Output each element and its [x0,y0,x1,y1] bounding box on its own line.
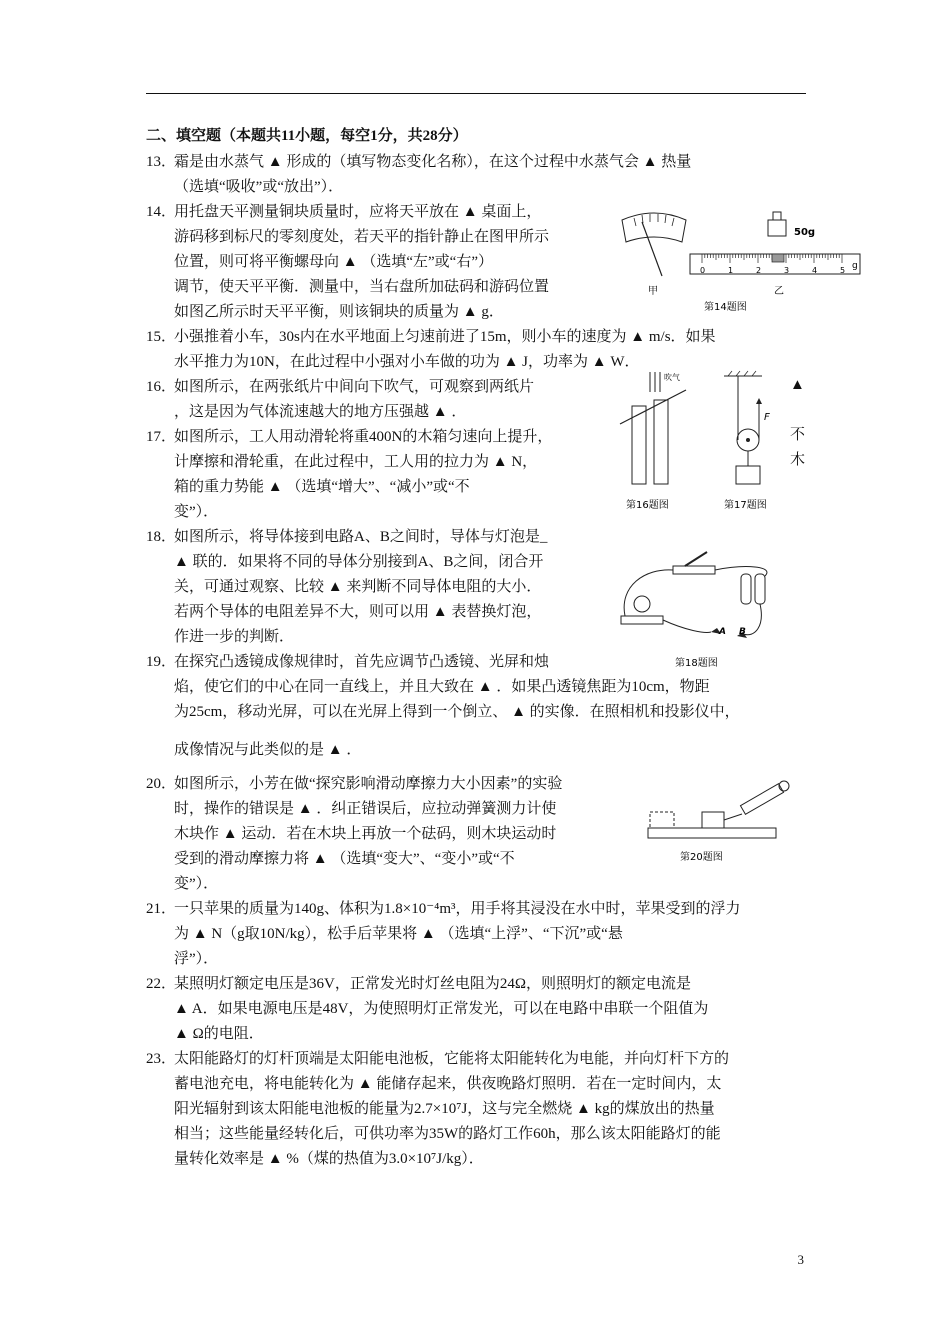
text-line: 箱的重力势能 ▲ （选填“增大”、“减小”或“不 [174,479,470,495]
question-number: 19． [146,654,177,670]
text-line: 小强推着小车，30s内在水平地面上匀速前进了15m，则小车的速度为 ▲ m/s．如果 [174,329,716,345]
question-number: 17． [146,429,177,445]
figure-18 [615,546,795,670]
text-line: 变”）． [174,876,219,892]
fig17-force: F [764,412,770,423]
text-line: 计摩擦和滑轮重，在此过程中，工人用的拉力为 ▲ N， [174,454,538,470]
figure-14 [612,202,862,314]
figure-20 [646,776,796,866]
fig14-tick-3: 3 [784,266,790,275]
text-line: 在探究凸透镜成像规律时，首先应调节凸透镜、光屏和烛 [174,654,550,670]
text-line: 量转化效率是 ▲ %（煤的热值为3.0×10⁷J/kg）． [174,1151,484,1167]
question-number: 15． [146,329,177,345]
question-number: 20． [146,776,177,792]
text-line: 阳光辐射到该太阳能电池板的能量为2.7×10⁷J，这与完全燃烧 ▲ kg的煤放出的热量 [174,1101,715,1117]
side-char-17b: 木 [790,452,806,468]
text-line: ▲ 联的．如果将不同的导体分别接到A、B之间，闭合开 [174,554,544,570]
text-line: 变”）． [174,504,219,520]
text-line: 作进一步的判断． [174,629,295,645]
text-line: 相当；这些能量经转化后，可供功率为35W的路灯工作60h，那么该太阳能路灯的能 [174,1126,721,1142]
side-mark-16: ▲ [790,377,805,393]
question-number: 14． [146,204,177,220]
side-char-17a: 不 [790,427,806,443]
text-line: ▲ A．如果电源电压是48V，为使照明灯正常发光，可以在电路中串联一个阻值为 [174,1001,709,1017]
fig14-right-label: 乙 [774,286,784,297]
text-line: 某照明灯额定电压是36V，正常发光时灯丝电阻为24Ω，则照明灯的额定电流是 [174,976,691,992]
text-line: 成像情况与此类似的是 ▲ ． [174,742,362,758]
fig18-b: B [739,627,746,637]
question-number: 22． [146,976,177,992]
text-line: 焰，使它们的中心在同一直线上，并且大致在 ▲ ．如果凸透镜焦距为10cm，物距 [174,679,710,695]
fig14-mass-label: 50g [794,227,816,238]
figure-17 [718,370,788,515]
text-line: 如图所示，小芳在做“探究影响滑动摩擦力大小因素”的实验 [174,776,563,792]
fig20-caption: 第20题图 [680,852,723,863]
question-number: 23． [146,1051,177,1067]
header-rule [146,93,806,94]
fig14-tick-1: 1 [728,266,734,275]
fig14-tick-0: 0 [700,266,706,275]
fig18-caption: 第18题图 [675,658,718,669]
text-line: 一只苹果的质量为140g、体积为1.8×10⁻⁴m³，用手将其浸没在水中时，苹果受到的浮力 [174,901,741,917]
text-line: ▲ Ω的电阻． [174,1026,264,1042]
text-line: 木块作 ▲ 运动．若在木块上再放一个砝码，则木块运动时 [174,826,557,842]
text-line: 受到的滑动摩擦力将 ▲ （选填“变大”、“变小”或“不 [174,851,515,867]
fig16-caption: 第16题图 [626,500,669,511]
text-line: 浮”）． [174,951,219,967]
fig14-caption: 第14题图 [704,302,747,313]
text-line: 用托盘天平测量铜块质量时，应将天平放在 ▲ 桌面上， [174,204,542,220]
fig14-unit: g [852,261,858,271]
page-number: 3 [797,1252,804,1267]
fig14-tick-2: 2 [756,266,762,275]
text-line: 如图所示，将导体接到电路A、B之间时，导体与灯泡是_ [174,529,548,545]
text-line: ，这是因为气体流速越大的地方压强越 ▲ ． [174,404,467,420]
text-line: 水平推力为10N，在此过程中小强对小车做的功为 ▲ J，功率为 ▲ W． [174,354,640,370]
text-line: 关，可通过观察、比较 ▲ 来判断不同导体电阻的大小． [174,579,542,595]
text-line: 为 ▲ N（g取10N/kg），松手后苹果将 ▲ （选填“上浮”、“下沉”或“悬 [174,926,623,942]
text-line: 位置，则可将平衡螺母向 ▲ （选填“左”或“右”） [174,254,493,270]
text-line: （选填“吸收”或“放出”）． [174,179,344,195]
fig18-a: A [719,627,726,637]
text-line: 时，操作的错误是 ▲ ．纠正错误后，应拉动弹簧测力计使 [174,801,557,817]
fig16-label: 吹气 [664,373,680,382]
text-line: 为25cm，移动光屏，可以在光屏上得到一个倒立、 ▲ 的实像．在照相机和投影仪中， [174,704,740,720]
question-number: 13． [146,154,177,170]
fig14-left-label: 甲 [648,286,658,297]
fig14-tick-5: 5 [840,266,846,275]
fig17-caption: 第17题图 [724,500,767,511]
text-line: 如图乙所示时天平平衡，则该铜块的质量为 ▲ g． [174,304,504,320]
figure-16 [614,370,704,515]
fig14-tick-4: 4 [812,266,818,275]
question-number: 18． [146,529,177,545]
question-number: 16． [146,379,177,395]
text-line: 霜是由水蒸气 ▲ 形成的（填写物态变化名称），在这个过程中水蒸气会 ▲ 热量 [174,154,692,170]
text-line: 太阳能路灯的灯杆顶端是太阳能电池板，它能将太阳能转化为电能，并向灯杆下方的 [174,1051,730,1067]
section-title: 二、填空题（本题共11小题，每空1分，共28分） [146,128,468,144]
text-line: 若两个导体的电阻差异不大，则可以用 ▲ 表替换灯泡， [174,604,542,620]
text-line: 如图所示，在两张纸片中间向下吹气，可观察到两纸片 [174,379,535,395]
text-line: 调节，使天平平衡．测量中，当右盘所加砝码和游码位置 [174,279,550,295]
text-line: 蓄电池充电，将电能转化为 ▲ 能储存起来，供夜晚路灯照明．若在一定时间内，太 [174,1076,722,1092]
text-line: 如图所示，工人用动滑轮将重400N的木箱匀速向上提升， [174,429,553,445]
question-number: 21． [146,901,177,917]
text-line: 游码移到标尺的零刻度处，若天平的指针静止在图甲所示 [174,229,550,245]
